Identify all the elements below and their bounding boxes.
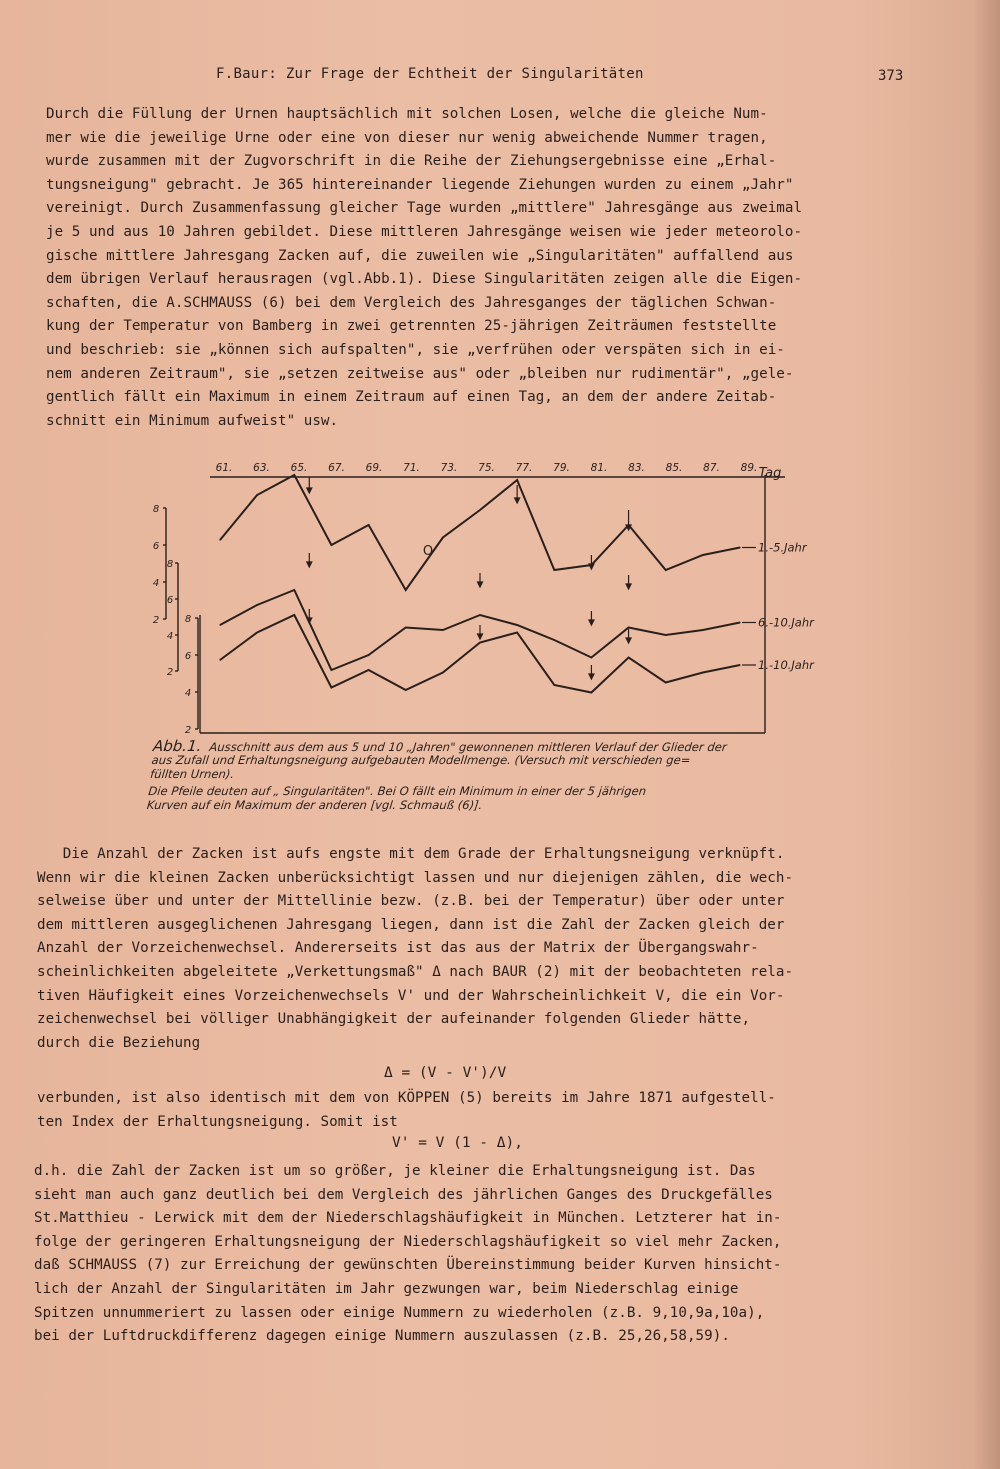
series-point (554, 684, 555, 685)
x-tick-label: 81. (590, 462, 608, 474)
circle-marker: O (422, 544, 434, 559)
caption-line-1: Ausschnitt aus dem aus 5 und 10 „Jahren" gewonnenen mittleren Verlauf der Glieder der (208, 740, 728, 754)
series-point (702, 629, 703, 630)
series-point (554, 569, 555, 570)
text-line: schaften, die A.SCHMAUSS (6) bei dem Vergleich des Jahresganges der täglichen Schwan- (46, 294, 777, 311)
text-line: durch die Beziehung (37, 1034, 201, 1051)
series-point (368, 524, 369, 525)
series-point (517, 632, 518, 633)
series-point (405, 689, 406, 690)
singularity-arrowhead (626, 584, 631, 589)
x-tick-label: 71. (403, 462, 420, 474)
y-tick-label: 6 (152, 541, 160, 552)
running-header: F.Baur: Zur Frage der Echtheit der Singularitäten (216, 66, 644, 82)
series-point (257, 632, 258, 633)
text-line: tungsneigung" gebracht. Je 365 hintereinander liegende Ziehungen wurden zu einem „Jahr" (46, 176, 794, 193)
x-tick-label: 79. (553, 462, 570, 474)
text-line: Anzahl der Vorzeichenwechsel. Andererseits ist das aus der Matrix der Übergangswahr- (37, 940, 759, 957)
x-tick-label: 87. (703, 462, 720, 474)
series-point (628, 627, 629, 628)
singularity-arrowhead (478, 634, 483, 639)
y-tick-label: 8 (184, 614, 192, 625)
text-line: Spitzen unnummeriert zu lassen oder einige Nummern zu wiederholen (z.B. 9,10,9a,10a), (34, 1304, 765, 1321)
text-line: scheinlichkeiten abgeleitete „Verkettungsmaß" Δ nach BAUR (2) mit der beobachteten rela- (37, 963, 794, 980)
singularity-arrowhead (589, 564, 594, 569)
series-point (665, 569, 666, 570)
x-unit-label: Tag (758, 466, 782, 481)
singularity-arrowhead (589, 620, 594, 625)
x-tick-label: 67. (328, 462, 345, 474)
singularity-arrowhead (307, 488, 312, 493)
series-point (739, 664, 740, 665)
singularity-arrowhead (589, 674, 594, 679)
text-line: kung der Temperatur von Bamberg in zwei getrennten 25-jährigen Zeiträumen feststellte (46, 318, 777, 335)
x-tick-label: 77. (515, 462, 533, 474)
y-tick-label: 8 (166, 559, 174, 570)
singularity-arrowhead (478, 582, 483, 587)
series-point (368, 654, 369, 655)
x-tick-label: 89. (740, 462, 758, 474)
series-point (331, 669, 332, 670)
text-line: tiven Häufigkeit eines Vorzeichenwechsels V' und der Wahrscheinlichkeit V, die ein Vor- (37, 987, 785, 1004)
text-line: ten Index der Erhaltungsneigung. Somit ist (37, 1113, 398, 1130)
x-tick-label: 85. (665, 462, 683, 474)
y-tick-label: 4 (166, 631, 174, 642)
series-label-1: 1.-5.Jahr (758, 540, 807, 555)
text-line: wurde zusammen mit der Zugvorschrift in die Reihe der Ziehungsergebnisse eine „Erhal- (46, 153, 777, 170)
text-line: verbunden, ist also identisch mit dem von KÖPPEN (5) bereits im Jahre 1871 aufgestell- (37, 1090, 776, 1106)
series-point (219, 659, 220, 660)
series-point (479, 642, 480, 643)
text-line: je 5 und aus 10 Jahren gebildet. Diese mittleren Jahresgänge weisen wie jeder meteorolo- (46, 223, 803, 240)
series-point (405, 627, 406, 628)
singularity-arrowhead (626, 638, 631, 643)
formula-delta: Δ = (V - V')/V (384, 1065, 507, 1081)
x-tick-label: 73. (440, 462, 458, 474)
singularity-arrowhead (515, 498, 520, 503)
caption-line-3: füllten Urnen). (149, 766, 235, 781)
series-point (665, 634, 666, 635)
y-tick-label: 6 (166, 595, 174, 606)
series-point (331, 687, 332, 688)
series-point (739, 622, 740, 623)
text-line: dem mittleren ausgeglichenen Jahresgang liegen, dann ist die Zahl der Zacken gleich der (37, 916, 785, 933)
text-line: Die Anzahl der Zacken ist aufs engste mit dem Grade der Erhaltungsneigung verknüpft. (37, 846, 785, 862)
text-line: vereinigt. Durch Zusammenfassung gleicher Tage wurden „mittlere" Jahresgänge aus zweimal (46, 200, 803, 217)
x-tick-label: 65. (290, 462, 308, 474)
series-point (219, 624, 220, 625)
text-line: sieht man auch ganz deutlich bei dem Vergleich des jährlichen Ganges des Druckgefälles (34, 1186, 773, 1203)
series-point (479, 509, 480, 510)
series-point (591, 692, 592, 693)
series-point (517, 624, 518, 625)
series-point (294, 614, 295, 615)
x-tick-label: 83. (628, 462, 645, 474)
text-line: selweise über und unter der Mittellinie bezw. (z.B. bei der Temperatur) über oder unter (37, 893, 785, 910)
x-tick-label: 75. (478, 462, 495, 474)
caption-note-line-1: Die Pfeile deuten auf „ Singularitäten". Bei O fällt ein Minimum in einer der 5 jährigen (147, 784, 647, 799)
series-point (702, 554, 703, 555)
series-point (257, 494, 258, 495)
text-line: gentlich fällt ein Maximum in einem Zeitraum auf einen Tag, an dem der andere Zeitab- (46, 389, 777, 406)
caption-line-2: aus Zufall und Erhaltungsneigung aufgebauten Modellmenge. (Versuch mit verschieden ge= (150, 753, 692, 768)
y-tick-label: 2 (152, 615, 160, 626)
text-line: nem anderen Zeitraum", sie „setzen zeitweise aus" oder „bleiben nur rudimentär", „gele- (46, 365, 794, 382)
series-line-1 (220, 475, 740, 590)
text-line: Durch die Füllung der Urnen hauptsächlich mit solchen Losen, welche die gleiche Num- (46, 106, 768, 122)
paragraph-3 (37, 1087, 776, 1134)
text-line: mer wie die jeweilige Urne oder eine von dieser nur wenig abweichende Nummer tragen, (46, 129, 768, 146)
series-point (442, 672, 443, 673)
series-point (702, 672, 703, 673)
singularity-arrowhead (307, 618, 312, 623)
page-spine-shadow (972, 0, 1000, 1469)
singularity-arrowhead (626, 525, 631, 530)
series-point (294, 474, 295, 475)
text-line: folge der geringeren Erhaltungsneigung der Niederschlagshäufigkeit so viel mehr Zacken, (34, 1233, 782, 1250)
text-line: bei der Luftdruckdifferenz dagegen einige Nummern auszulassen (z.B. 25,26,58,59). (34, 1328, 730, 1345)
text-line: dem übrigen Verlauf herausragen (vgl.Abb.1). Diese Singularitäten zeigen alle die Eigen- (46, 271, 803, 288)
y-tick-label: 8 (152, 504, 160, 515)
series-point (517, 479, 518, 480)
series-label-3: 1.-10.Jahr (758, 658, 814, 672)
text-line: gische mittlere Jahresgang Zacken auf, die zuweilen wie „Singularitäten" auffallend aus (46, 247, 794, 264)
paragraph-4 (34, 1160, 781, 1349)
text-line: und beschrieb: sie „können sich aufspalten", sie „verfrühen oder verspäten sich in ei- (46, 341, 785, 358)
series-point (331, 544, 332, 545)
text-line: lich der Anzahl der Singularitäten im Jahr gezwungen war, beim Niederschlag einige (34, 1280, 739, 1297)
series-point (368, 669, 369, 670)
text-line: Wenn wir die kleinen Zacken unberücksichtigt lassen und nur diejenigen zählen, die wech- (37, 869, 794, 886)
series-point (628, 657, 629, 658)
series-point (219, 539, 220, 540)
formula-v-prime: V' = V (1 - Δ), (392, 1135, 523, 1151)
series-point (405, 589, 406, 590)
series-point (442, 629, 443, 630)
y-tick-label: 4 (152, 578, 160, 589)
y-tick-label: 2 (184, 725, 192, 736)
x-tick-label: 63. (253, 462, 270, 474)
series-point (665, 682, 666, 683)
y-tick-label: 6 (184, 651, 192, 662)
series-point (442, 537, 443, 538)
caption-note-line-2: Kurven auf ein Maximum der anderen [vgl. Schmauß (6)]. (146, 797, 484, 812)
series-point (257, 604, 258, 605)
text-line: d.h. die Zahl der Zacken ist um so größer, je kleiner die Erhaltungsneigung ist. Das (34, 1163, 756, 1179)
series-label-2: 6.-10.Jahr (758, 615, 814, 630)
text-line: St.Matthieu - Lerwick mit dem der Niederschlagshäufigkeit in München. Letzterer hat in- (34, 1210, 782, 1227)
series-point (739, 547, 740, 548)
series-point (479, 614, 480, 615)
singularity-arrowhead (307, 562, 312, 567)
y-tick-label: 2 (166, 667, 174, 678)
x-tick-label: 61. (215, 462, 233, 474)
paragraph-2 (37, 843, 793, 1055)
y-tick-label: 4 (184, 688, 192, 699)
paragraph-1 (46, 103, 802, 433)
caption-label: Abb.1. (152, 737, 203, 755)
page-number: 373 (878, 68, 904, 84)
series-point (591, 657, 592, 658)
x-tick-label: 69. (365, 462, 383, 474)
figure-caption (146, 737, 794, 812)
figure-1-chart (140, 455, 814, 755)
text-line: zeichenwechsel bei völliger Unabhängigkeit der aufeinander folgenden Glieder hätte, (37, 1011, 751, 1028)
series-point (294, 589, 295, 590)
text-line: daß SCHMAUSS (7) zur Erreichung der gewünschten Übereinstimmung beider Kurven hinsicht- (34, 1257, 782, 1274)
text-line: schnitt ein Minimum aufweist" usw. (46, 412, 339, 429)
series-point (554, 639, 555, 640)
